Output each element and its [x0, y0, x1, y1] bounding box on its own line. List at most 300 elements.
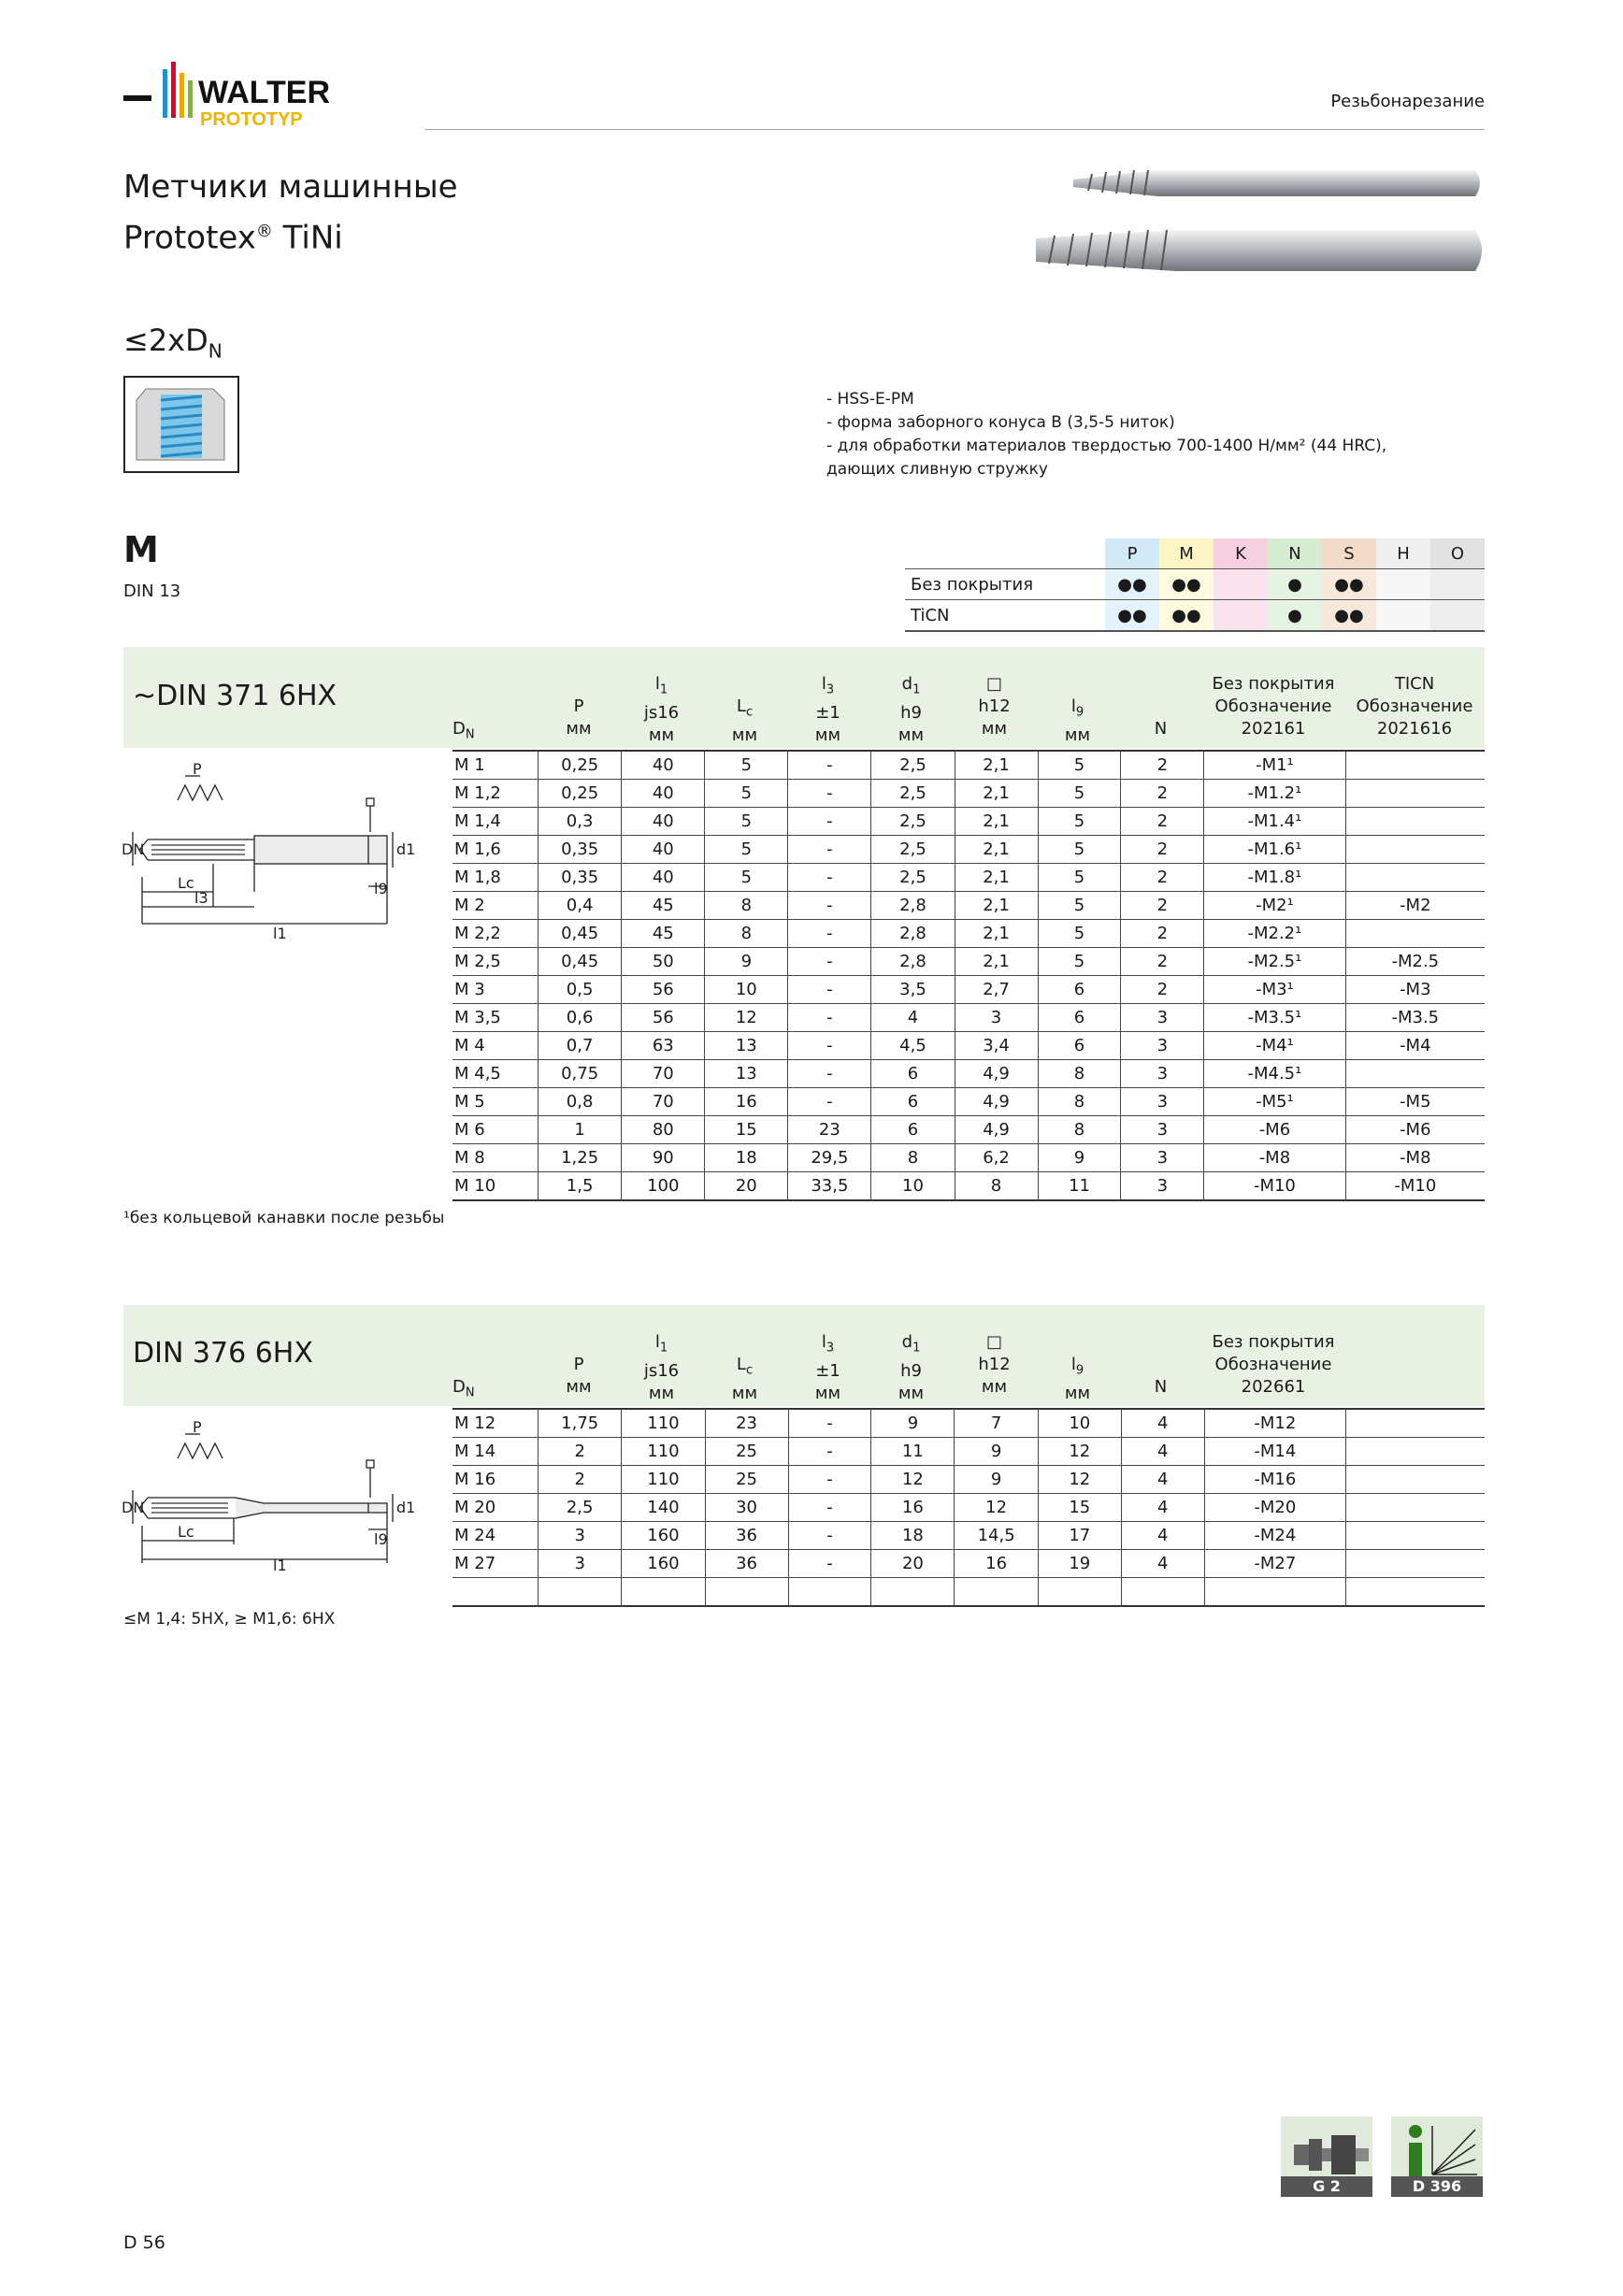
table-cell: 0,45: [539, 920, 622, 948]
blind-hole-icon: [123, 376, 239, 473]
table-cell: -M24: [1204, 1522, 1345, 1550]
table-cell: 0,45: [539, 948, 622, 976]
table-cell: 2,1: [955, 864, 1038, 892]
table-cell: [1345, 864, 1485, 892]
table-cell: 3: [1121, 1004, 1204, 1032]
col-p: P мм: [566, 696, 592, 739]
table-row: [452, 1172, 1485, 1201]
table-cell: M 16: [452, 1466, 539, 1494]
table1-title: ~DIN 371 6HX: [133, 680, 338, 712]
material-group-o: O: [1430, 538, 1485, 569]
table-cell: -: [788, 1088, 871, 1116]
table-cell: 40: [622, 808, 705, 836]
table2-title: DIN 376 6HX: [133, 1337, 313, 1370]
table-cell: 4: [1121, 1466, 1204, 1494]
table-cell: 0,5: [539, 976, 622, 1004]
table-cell: -: [788, 864, 871, 892]
table-cell: 160: [622, 1550, 705, 1578]
table-cell: 0,7: [539, 1032, 622, 1060]
table-cell: 70: [622, 1060, 705, 1088]
col-l3: $l_3$ ±1 мм: [814, 674, 841, 745]
table-cell: 2,5: [539, 1494, 622, 1522]
table-cell: -M12: [1204, 1409, 1345, 1438]
table-cell: 2: [1121, 892, 1204, 920]
feature-item: - для обработки материалов твердостью 700-1400 Н/мм² (44 HRC),: [826, 437, 1387, 455]
table-cell: 25: [705, 1438, 788, 1466]
table-cell: -: [788, 1409, 871, 1438]
table-row: [452, 1438, 1485, 1466]
material-group-m: M: [1159, 538, 1214, 569]
col-n: N: [1154, 719, 1168, 739]
title-line-2: Prototex® TiNi: [123, 219, 343, 257]
table-cell: 1: [539, 1116, 622, 1144]
ref-label-d396[interactable]: D 396: [1391, 2176, 1483, 2197]
table-cell: 2,1: [955, 780, 1038, 808]
table-cell: -M6: [1204, 1116, 1345, 1144]
table-cell: 2: [1121, 920, 1204, 948]
suitability-mark: ●●: [1159, 569, 1214, 600]
table-cell: [622, 1578, 705, 1607]
table-cell: 6: [871, 1116, 955, 1144]
table-cell: 5: [705, 751, 788, 780]
table-cell: 110: [622, 1438, 705, 1466]
table-cell: 33,5: [788, 1172, 871, 1201]
table-row: [452, 1144, 1485, 1172]
table-cell: M 2,2: [452, 920, 539, 948]
table-cell: 13: [705, 1032, 788, 1060]
suitability-mark: [1376, 569, 1430, 600]
table-cell: [452, 1578, 539, 1607]
table-cell: 2,1: [955, 836, 1038, 864]
suitability-mark: [1214, 600, 1268, 632]
table-cell: M 1,4: [452, 808, 539, 836]
col-uncoated: Без покрытия Обозначение 202161: [1212, 674, 1335, 739]
table-cell: [1204, 1578, 1345, 1607]
table-cell: [1346, 1550, 1485, 1578]
table-row: [452, 1578, 1485, 1607]
table-cell: 4: [1121, 1409, 1204, 1438]
table-cell: -M20: [1204, 1494, 1345, 1522]
feature-item: - форма заборного конуса B (3,5-5 ниток): [826, 413, 1175, 432]
table-cell: [1346, 1494, 1485, 1522]
table-cell: 40: [622, 864, 705, 892]
table-cell: -M1.4¹: [1204, 808, 1345, 836]
table-cell: 36: [705, 1522, 788, 1550]
table-cell: M 1,6: [452, 836, 539, 864]
table-cell: 29,5: [788, 1144, 871, 1172]
table-cell: 6: [871, 1060, 955, 1088]
table-cell: [1345, 808, 1485, 836]
table-cell: M 1,2: [452, 780, 539, 808]
table-cell: 4,9: [955, 1060, 1038, 1088]
table-cell: 9: [705, 948, 788, 976]
table-cell: 45: [622, 920, 705, 948]
table-cell: 5: [1038, 836, 1121, 864]
suitability-mark: ●: [1268, 600, 1322, 632]
table-cell: 2,5: [871, 751, 955, 780]
table-cell: 40: [622, 751, 705, 780]
table-cell: -: [788, 780, 871, 808]
table-cell: 12: [871, 1466, 955, 1494]
table-cell: 2,5: [871, 780, 955, 808]
suitability-mark: ●●: [1105, 569, 1159, 600]
table-cell: 15: [1038, 1494, 1121, 1522]
table-cell: 2: [1121, 948, 1204, 976]
material-group-k: K: [1214, 538, 1268, 569]
table-cell: [1345, 751, 1485, 780]
table-cell: 4: [1121, 1494, 1204, 1522]
table-cell: M 4: [452, 1032, 539, 1060]
table-cell: 4,9: [955, 1088, 1038, 1116]
col-square: □ h12 мм: [978, 1332, 1011, 1397]
table-row: [452, 1494, 1485, 1522]
table-cell: [955, 1578, 1038, 1607]
table-cell: -M4¹: [1204, 1032, 1345, 1060]
table-row: [452, 1522, 1485, 1550]
table-cell: 50: [622, 948, 705, 976]
table-cell: -M8: [1204, 1144, 1345, 1172]
table-cell: 5: [1038, 780, 1121, 808]
table-cell: -M2.2¹: [1204, 920, 1345, 948]
table-cell: -M16: [1204, 1466, 1345, 1494]
table-cell: -M2.5: [1345, 948, 1485, 976]
table-cell: 70: [622, 1088, 705, 1116]
table-cell: 2: [1121, 836, 1204, 864]
table-cell: 3: [1121, 1144, 1204, 1172]
col-lc: $L_c$ мм: [731, 696, 758, 745]
table-cell: 5: [705, 864, 788, 892]
table-cell: 2: [1121, 864, 1204, 892]
table-cell: M 2: [452, 892, 539, 920]
col-uncoated: Без покрытия Обозначение 202661: [1212, 1332, 1335, 1397]
din376-tap-drawing: [122, 1413, 416, 1574]
table-cell: 3: [1121, 1088, 1204, 1116]
table-cell: 45: [622, 892, 705, 920]
table-cell: -: [788, 1438, 871, 1466]
table-cell: -: [788, 808, 871, 836]
material-group-s: S: [1322, 538, 1376, 569]
table-cell: [1346, 1438, 1485, 1466]
table-cell: 6: [871, 1088, 955, 1116]
table-row: [452, 1032, 1485, 1060]
table-cell: 2,1: [955, 808, 1038, 836]
table-row: [452, 1116, 1485, 1144]
table-row: [452, 780, 1485, 808]
drawing-label-lc: Lc: [178, 874, 194, 892]
table-cell: 36: [705, 1550, 788, 1578]
table-row: [452, 808, 1485, 836]
table-cell: 19: [1038, 1550, 1121, 1578]
col-lc: $L_c$ мм: [731, 1355, 758, 1403]
table-cell: 8: [1038, 1088, 1121, 1116]
suitability-mark: ●: [1268, 569, 1322, 600]
table-cell: M 8: [452, 1144, 539, 1172]
table-cell: 0,8: [539, 1088, 622, 1116]
suitability-mark: [1430, 600, 1485, 632]
suitability-mark: [1430, 569, 1485, 600]
table-cell: M 24: [452, 1522, 539, 1550]
title-line-1: Метчики машинные: [123, 168, 458, 206]
table-cell: 5: [705, 836, 788, 864]
table-cell: 0,6: [539, 1004, 622, 1032]
table-cell: 6: [1038, 976, 1121, 1004]
table-cell: 3: [539, 1522, 622, 1550]
table-cell: 20: [871, 1550, 955, 1578]
table-cell: 2: [1121, 976, 1204, 1004]
feature-item: - HSS-E-PM: [826, 390, 914, 409]
table-cell: M 27: [452, 1550, 539, 1578]
table-cell: 2: [1121, 780, 1204, 808]
col-d1: $d_1$ h9 мм: [898, 1332, 925, 1403]
table-cell: -: [788, 1522, 871, 1550]
table-cell: 8: [705, 892, 788, 920]
table-cell: 5: [1038, 892, 1121, 920]
table-cell: 2,5: [871, 808, 955, 836]
page-number: D 56: [123, 2232, 165, 2253]
table-cell: -M3.5¹: [1204, 1004, 1345, 1032]
table-cell: -M2: [1345, 892, 1485, 920]
table-cell: 2: [1121, 751, 1204, 780]
table-cell: 2,1: [955, 751, 1038, 780]
brand-text: WALTER: [198, 75, 331, 110]
table-cell: 2,5: [871, 864, 955, 892]
table-cell: M 12: [452, 1409, 539, 1438]
table-cell: -M1.6¹: [1204, 836, 1345, 864]
table-cell: M 6: [452, 1116, 539, 1144]
table-cell: 17: [1038, 1522, 1121, 1550]
table-cell: 23: [788, 1116, 871, 1144]
table-cell: -M27: [1204, 1550, 1345, 1578]
table2-footnote: ≤M 1,4: 5HX, ≥ M1,6: 6HX: [123, 1610, 336, 1629]
table-cell: 63: [622, 1032, 705, 1060]
table-cell: 5: [1038, 948, 1121, 976]
table-cell: M 3,5: [452, 1004, 539, 1032]
table-cell: 3,5: [871, 976, 955, 1004]
table-row: [452, 976, 1485, 1004]
table-cell: [1345, 1060, 1485, 1088]
table-cell: 1,5: [539, 1172, 622, 1201]
table-cell: M 4,5: [452, 1060, 539, 1088]
table-cell: -M8: [1345, 1144, 1485, 1172]
table-cell: M 5: [452, 1088, 539, 1116]
table-cell: -M6: [1345, 1116, 1485, 1144]
walter-prototyp-logo: [123, 58, 404, 133]
thread-type: M: [123, 529, 159, 570]
table-cell: 8: [955, 1172, 1038, 1201]
table-cell: 4: [1121, 1522, 1204, 1550]
table-cell: -M3.5: [1345, 1004, 1485, 1032]
table-cell: [539, 1578, 622, 1607]
drawing-label-l9: l9: [374, 1530, 388, 1548]
table-cell: 0,25: [539, 780, 622, 808]
col-square: □ h12 мм: [978, 674, 1011, 739]
material-group-p: P: [1105, 538, 1159, 569]
suitability-mark: ●●: [1105, 600, 1159, 632]
table-cell: 40: [622, 836, 705, 864]
table-cell: 8: [1038, 1116, 1121, 1144]
table-cell: M 10: [452, 1172, 539, 1201]
table2-data: [452, 1408, 1485, 1607]
table-cell: -: [788, 1494, 871, 1522]
table1-footnote: ¹без кольцевой канавки после резьбы: [123, 1209, 445, 1227]
table-cell: -: [788, 976, 871, 1004]
table-cell: [1121, 1578, 1204, 1607]
table-cell: -: [788, 1032, 871, 1060]
table-cell: M 2,5: [452, 948, 539, 976]
table-cell: [1346, 1466, 1485, 1494]
table-cell: 20: [705, 1172, 788, 1201]
table-cell: 3: [539, 1550, 622, 1578]
table-row: [452, 920, 1485, 948]
table-cell: 3: [1121, 1116, 1204, 1144]
table-cell: 3,4: [955, 1032, 1038, 1060]
table-cell: 80: [622, 1116, 705, 1144]
feature-item: дающих сливную стружку: [826, 460, 1048, 479]
table-cell: 10: [871, 1172, 955, 1201]
ref-label-g2[interactable]: G 2: [1281, 2176, 1372, 2197]
table-row: [452, 948, 1485, 976]
sub-brand-text: PROTOTYP: [200, 109, 303, 130]
drawing-label-p: P: [193, 760, 202, 778]
table-cell: 12: [705, 1004, 788, 1032]
table-cell: 16: [955, 1550, 1038, 1578]
material-row-label: TiCN: [905, 600, 1105, 632]
table-row: [452, 836, 1485, 864]
table-cell: -: [788, 1004, 871, 1032]
drawing-label-l1: l1: [273, 1557, 287, 1574]
material-group-h: H: [1376, 538, 1430, 569]
table-cell: 2,1: [955, 948, 1038, 976]
table-row: [452, 1466, 1485, 1494]
table-cell: 2: [539, 1438, 622, 1466]
drawing-label-dn: DN: [122, 840, 145, 858]
table-cell: [871, 1578, 955, 1607]
table-cell: 4: [1121, 1550, 1204, 1578]
table-cell: 9: [1038, 1144, 1121, 1172]
table-cell: 25: [705, 1466, 788, 1494]
table-cell: 2,1: [955, 920, 1038, 948]
table-cell: 2: [539, 1466, 622, 1494]
table-cell: 56: [622, 976, 705, 1004]
table-cell: 0,3: [539, 808, 622, 836]
table-cell: -M10: [1345, 1172, 1485, 1201]
table-cell: -M4.5¹: [1204, 1060, 1345, 1088]
table-cell: [1345, 780, 1485, 808]
table-cell: 2: [1121, 808, 1204, 836]
table-cell: -M5: [1345, 1088, 1485, 1116]
drawing-label-l9: l9: [374, 880, 388, 897]
thread-standard: DIN 13: [123, 581, 181, 601]
table-cell: 2,8: [871, 920, 955, 948]
table-cell: M 3: [452, 976, 539, 1004]
table-cell: [1346, 1522, 1485, 1550]
col-p: P мм: [566, 1355, 592, 1397]
table-cell: 0,35: [539, 864, 622, 892]
col-l9: $l_9$ мм: [1064, 1355, 1091, 1403]
table-cell: M 20: [452, 1494, 539, 1522]
col-l1: $l_1$ js16 мм: [643, 674, 680, 745]
drawing-label-l1: l1: [273, 925, 287, 942]
drawing-label-l3: l3: [194, 889, 208, 907]
table-cell: 16: [871, 1494, 955, 1522]
table-cell: 10: [1038, 1409, 1121, 1438]
table-cell: 13: [705, 1060, 788, 1088]
suitability-mark: [1376, 600, 1430, 632]
table1-data: [452, 750, 1485, 1201]
table-cell: 40: [622, 780, 705, 808]
table-cell: -M14: [1204, 1438, 1345, 1466]
table-cell: 3: [1121, 1172, 1204, 1201]
table-cell: [1038, 1578, 1121, 1607]
material-suitability-table: [905, 538, 1485, 632]
table-cell: 6,2: [955, 1144, 1038, 1172]
table-cell: 100: [622, 1172, 705, 1201]
table-cell: 8: [871, 1144, 955, 1172]
table-cell: 5: [1038, 864, 1121, 892]
table-cell: 8: [705, 920, 788, 948]
table-cell: 6: [1038, 1032, 1121, 1060]
table-cell: 5: [1038, 751, 1121, 780]
table-cell: 14,5: [955, 1522, 1038, 1550]
material-row-label: Без покрытия: [905, 569, 1105, 600]
table-cell: 140: [622, 1494, 705, 1522]
table-cell: 12: [1038, 1438, 1121, 1466]
table-cell: -: [788, 1466, 871, 1494]
table-cell: -M1.8¹: [1204, 864, 1345, 892]
table-cell: 2,8: [871, 948, 955, 976]
table-cell: 3: [1121, 1060, 1204, 1088]
col-n: N: [1154, 1377, 1168, 1397]
table-cell: -M1.2¹: [1204, 780, 1345, 808]
table-cell: 2,1: [955, 892, 1038, 920]
table-cell: 0,4: [539, 892, 622, 920]
table-cell: [1346, 1578, 1485, 1607]
table-cell: [705, 1578, 788, 1607]
drawing-label-d1: d1: [396, 1499, 416, 1516]
table-cell: -: [788, 1060, 871, 1088]
table-cell: [1346, 1409, 1485, 1438]
table-cell: 0,35: [539, 836, 622, 864]
suitability-mark: ●●: [1322, 569, 1376, 600]
table-cell: 7: [955, 1409, 1038, 1438]
table-row: [452, 1409, 1485, 1438]
table-cell: 160: [622, 1522, 705, 1550]
table-cell: M 1,8: [452, 864, 539, 892]
tap-product-image: [1036, 150, 1485, 290]
drawing-label-lc: Lc: [178, 1523, 194, 1541]
table-cell: -: [788, 1550, 871, 1578]
table-cell: [788, 1578, 871, 1607]
table-cell: 11: [871, 1438, 955, 1466]
table-cell: 30: [705, 1494, 788, 1522]
table-cell: 2,8: [871, 892, 955, 920]
table-row: [452, 892, 1485, 920]
table-cell: -M2.5¹: [1204, 948, 1345, 976]
table-cell: -M3¹: [1204, 976, 1345, 1004]
table-cell: 23: [705, 1409, 788, 1438]
table-cell: 90: [622, 1144, 705, 1172]
table-cell: -M4: [1345, 1032, 1485, 1060]
table-cell: M 14: [452, 1438, 539, 1466]
table-cell: 3: [1121, 1032, 1204, 1060]
table-cell: 5: [1038, 808, 1121, 836]
table-cell: 110: [622, 1466, 705, 1494]
material-group-n: N: [1268, 538, 1322, 569]
table-row: [452, 1550, 1485, 1578]
table-cell: 4,9: [955, 1116, 1038, 1144]
table-cell: -M5¹: [1204, 1088, 1345, 1116]
table-cell: 10: [705, 976, 788, 1004]
